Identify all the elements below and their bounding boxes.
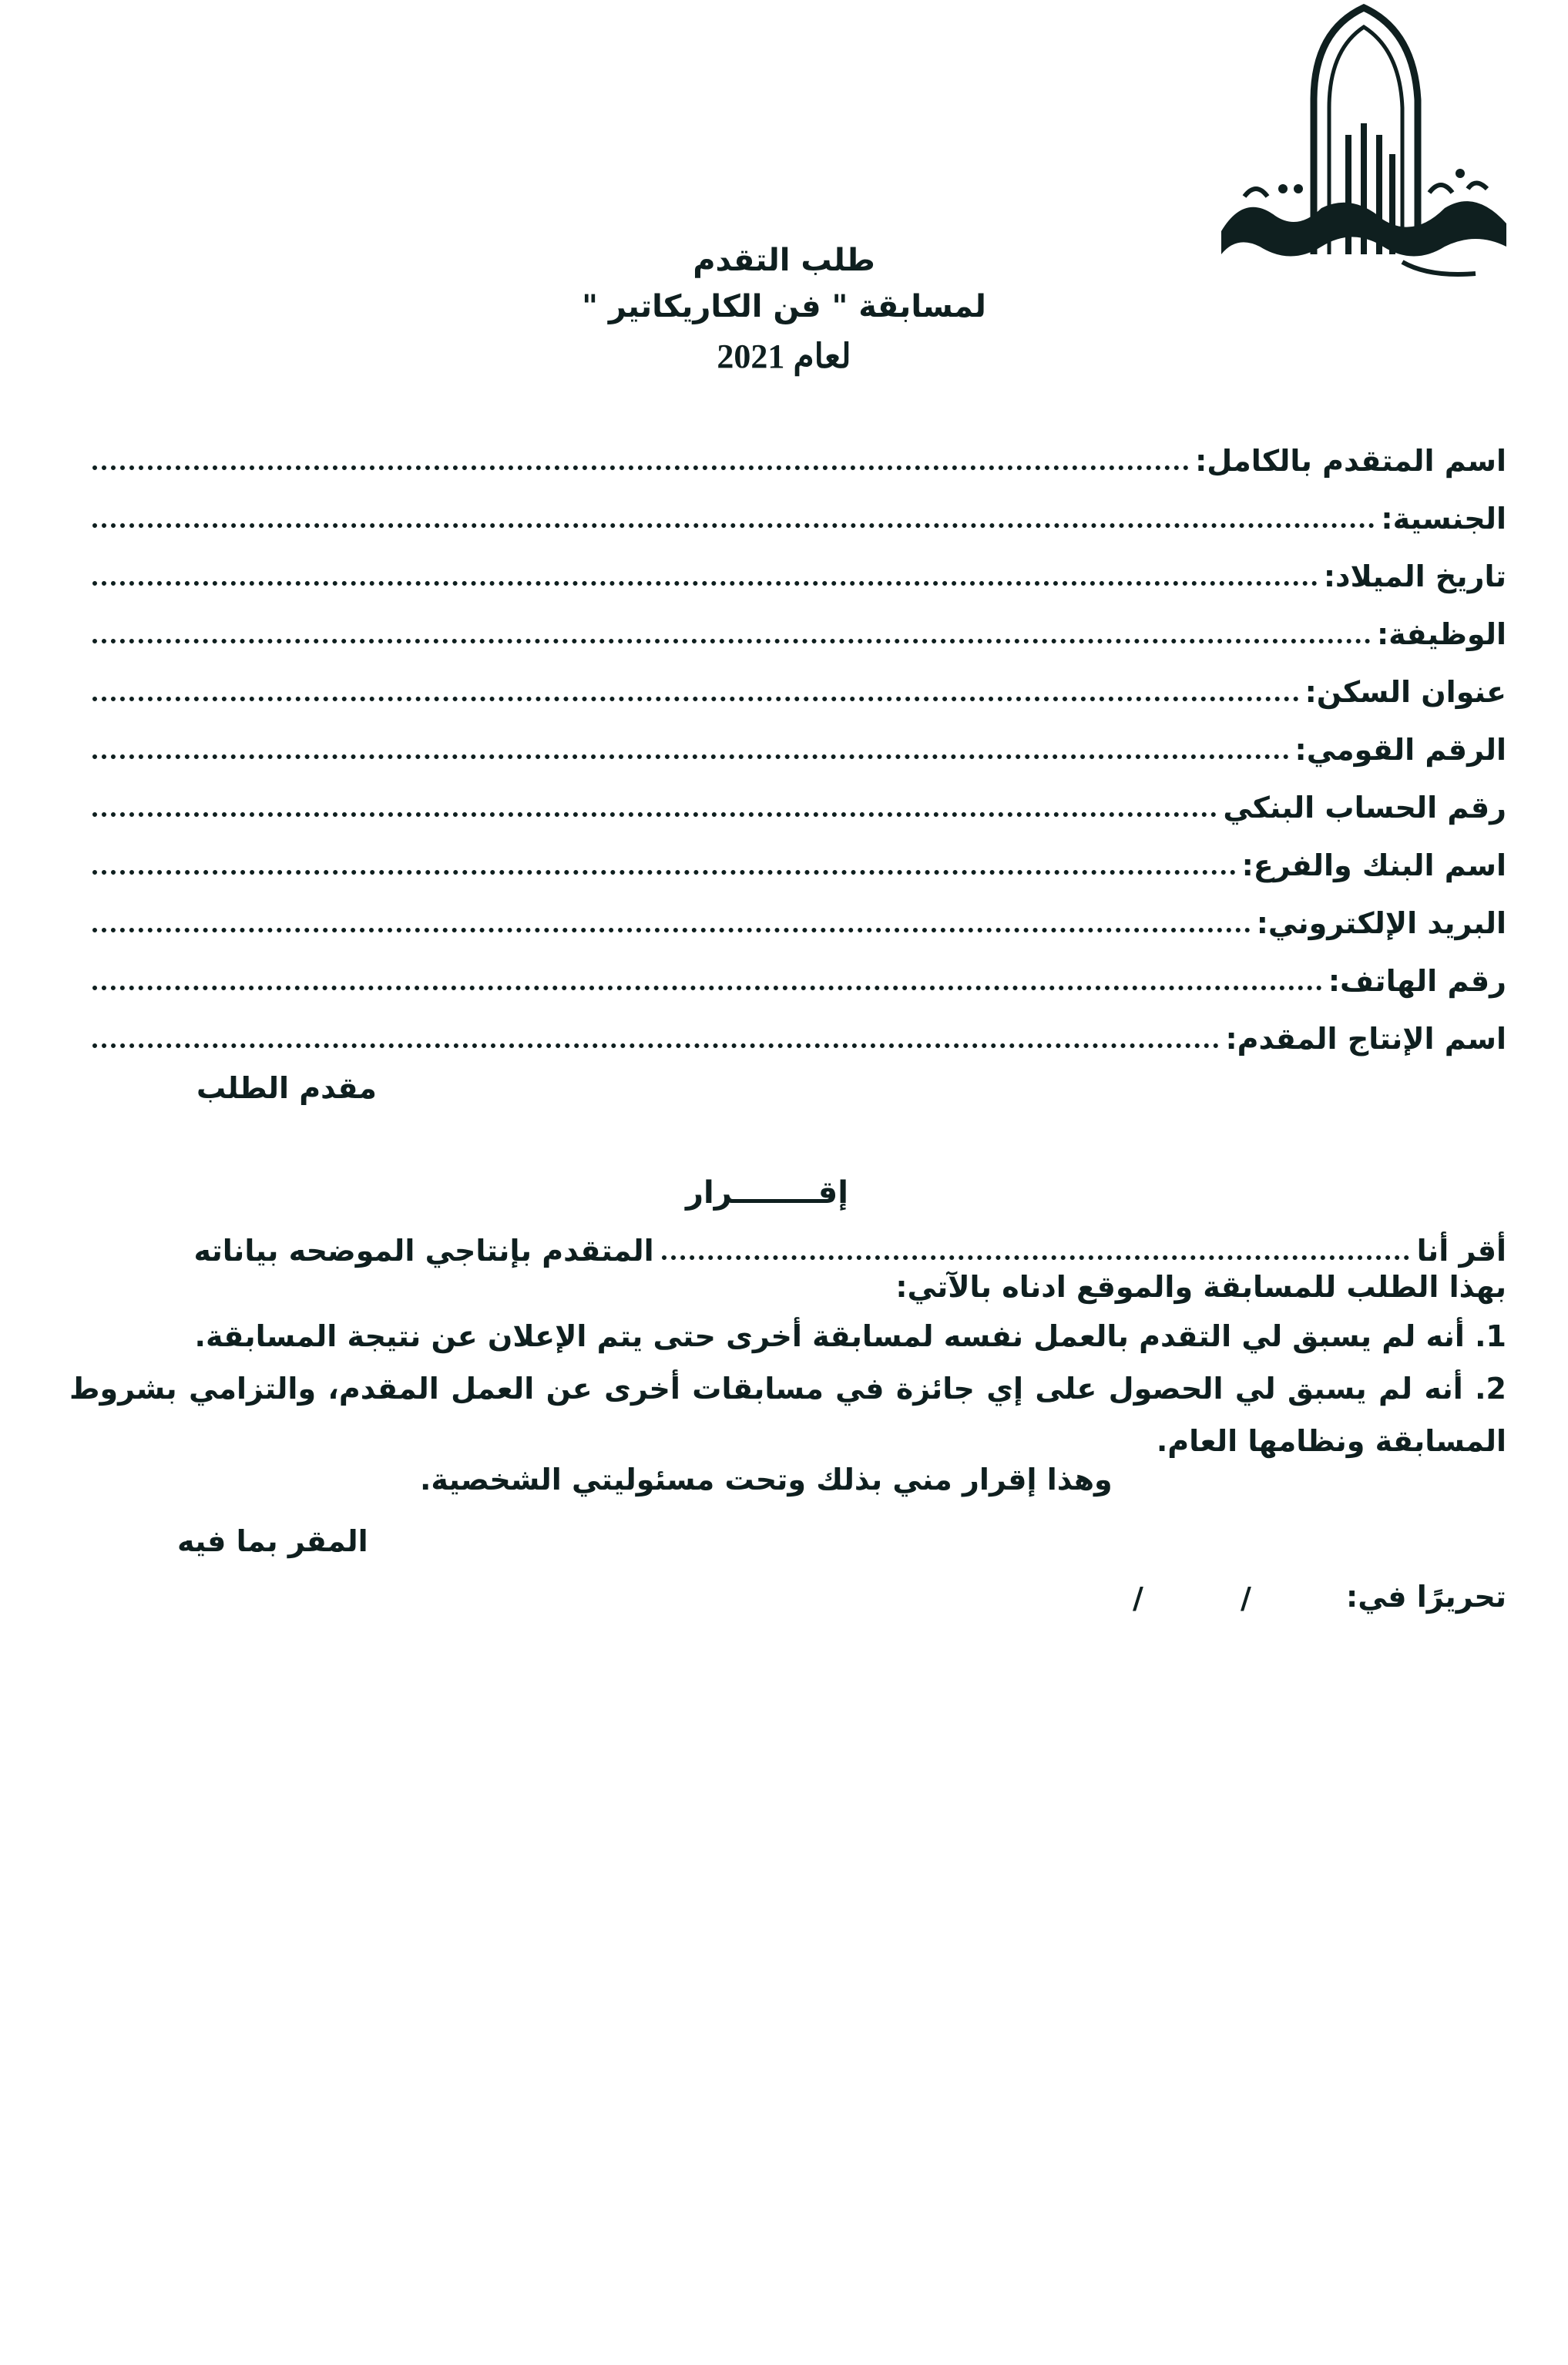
declaration-title: إقــــــــرار — [686, 1175, 848, 1211]
date-separator: / — [1241, 1581, 1251, 1615]
fill-line[interactable] — [92, 1043, 1219, 1048]
fill-line[interactable] — [92, 639, 1371, 643]
field-label: عنوان السكن: — [1304, 675, 1506, 709]
acknowledger-signature-label: المقر بما فيه — [177, 1524, 368, 1558]
field-bank-branch — [92, 836, 1506, 882]
fill-line[interactable] — [92, 523, 1375, 528]
declaration-first-line — [123, 1225, 1506, 1268]
field-label: رقم الهاتف: — [1328, 964, 1506, 998]
field-birth-date — [92, 547, 1506, 593]
declaration-item-1: 1. أنه لم يسبق لي التقدم بالعمل نفسه لمسابقة أخرى حتى يتم الإعلان عن نتيجة المسابقة. — [194, 1319, 1506, 1353]
field-production-name — [92, 1009, 1506, 1056]
declaration-start: أقر أنا — [1416, 1234, 1506, 1268]
field-job — [92, 605, 1506, 651]
fill-line[interactable] — [92, 697, 1299, 701]
field-phone — [92, 952, 1506, 998]
field-label: البريد الإلكتروني: — [1256, 906, 1506, 940]
fill-line[interactable] — [92, 986, 1322, 990]
fill-line[interactable] — [92, 581, 1318, 586]
competition-name: لمسابقة " فن الكاريكاتير " — [582, 289, 986, 324]
declaration-end: المتقدم بإنتاجي الموضحه بياناته — [193, 1234, 654, 1268]
field-label: رقم الحساب البنكي — [1223, 791, 1506, 825]
field-nationality — [92, 489, 1506, 536]
declaration-closing: وهذا إقرار مني بذلك وتحت مسئوليتي الشخصية. — [420, 1463, 1113, 1497]
field-bank-account — [92, 778, 1506, 825]
form-title: طلب التقدم — [693, 243, 875, 278]
field-label: الوظيفة: — [1376, 617, 1506, 651]
fill-line[interactable] — [92, 812, 1217, 817]
applicant-signature-label: مقدم الطلب — [196, 1071, 377, 1105]
field-national-id — [92, 721, 1506, 767]
date-separator: / — [1133, 1581, 1143, 1615]
field-full-name — [92, 432, 1506, 478]
fill-line[interactable] — [92, 928, 1251, 932]
declarant-name-line[interactable] — [662, 1255, 1409, 1260]
fill-line[interactable] — [92, 465, 1189, 470]
fill-line[interactable] — [92, 754, 1289, 759]
competition-year: لعام 2021 — [717, 338, 851, 375]
written-at-label: تحريرًا في: — [1346, 1580, 1506, 1614]
field-label: اسم الإنتاج المقدم: — [1225, 1022, 1506, 1056]
field-label: الجنسية: — [1381, 502, 1506, 536]
field-label: اسم البنك والفرع: — [1241, 848, 1506, 882]
field-email — [92, 894, 1506, 940]
field-label: اسم المتقدم بالكامل: — [1195, 444, 1506, 478]
fill-line[interactable] — [92, 870, 1236, 875]
field-address — [92, 663, 1506, 709]
field-label: الرقم القومي: — [1294, 733, 1506, 767]
declaration-second-line: بهذا الطلب للمسابقة والموقع ادناه بالآتي: — [895, 1270, 1506, 1304]
field-label: تاريخ الميلاد: — [1323, 559, 1506, 593]
written-date-row — [1346, 1580, 1506, 1614]
declaration-item-2: 2. أنه لم يسبق لي الحصول على إي جائزة في مسابقات أخرى عن العمل المقدم، والتزامي بشروط المسابقة ونظامها العام. — [69, 1372, 1506, 1458]
